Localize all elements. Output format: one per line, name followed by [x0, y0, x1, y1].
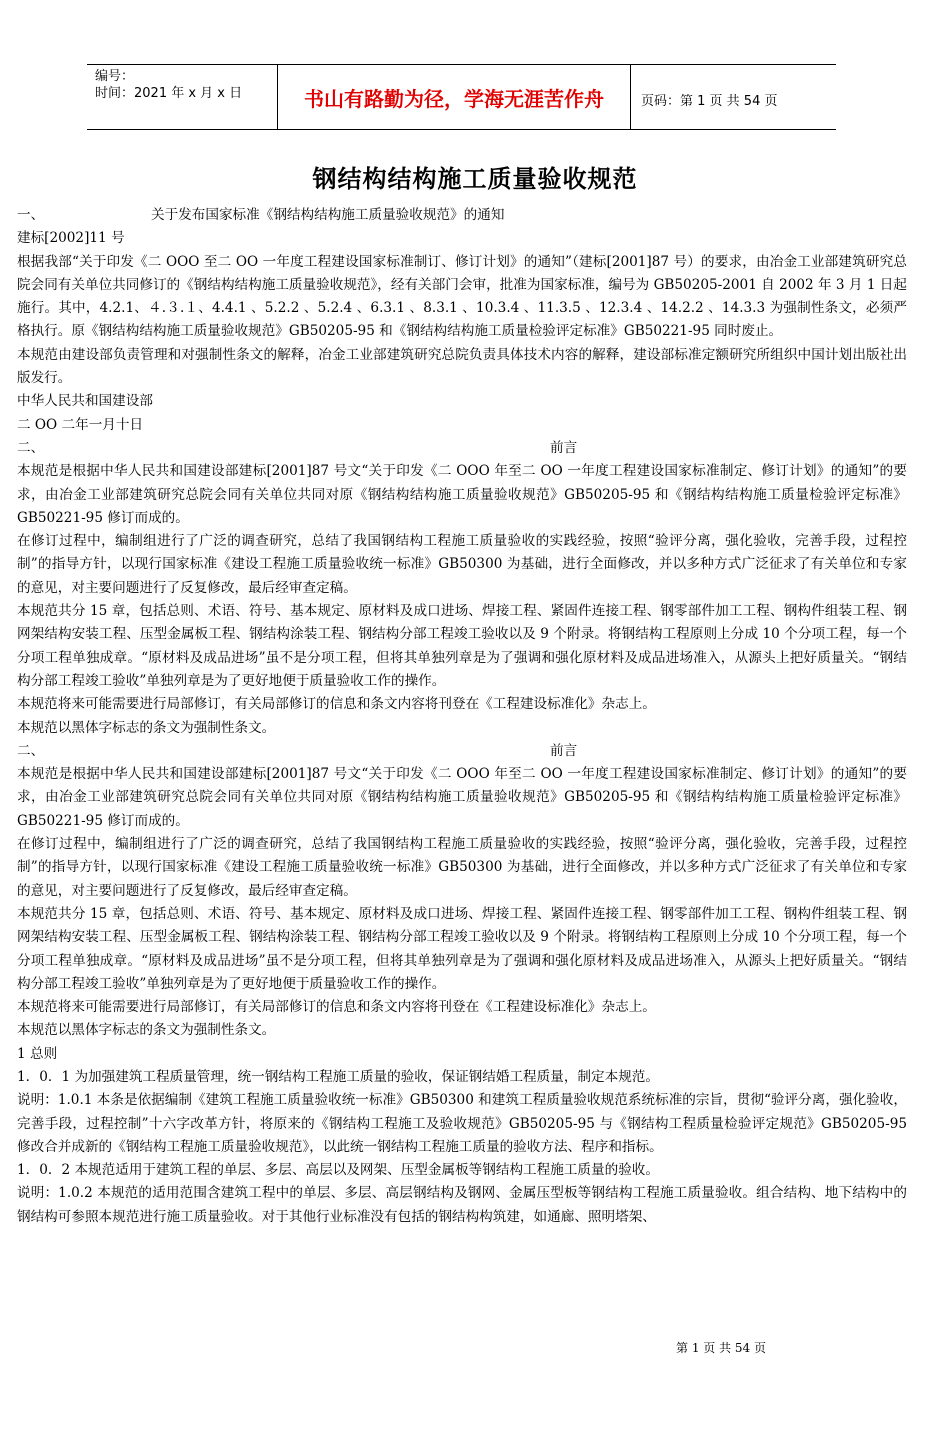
header-page-cell [631, 65, 836, 129]
notice-paragraph: 根据我部“关于印发《二 OOO 至二 OO 一年度工程建设国家标准制订、修订计划》的通知”（建标[2001]87 号）的要求，由冶金工业部建筑研究总院会同有关单位共同修订的《钢结构结构施工质量验收规范》，经有关部门会审，批准为国家标准，编号为 GB50205-2001 自 2002 年 3 月 1 日起施行。其中，4.2.1、４.３.１、4.4.1 、5.2.2 、5.2.4 、6.3.1 、8.3.1 、10.3.4 、11.3.5 、12.3.4 、14.2.2 、14.3.3 为强制性条文，必须严格执行。原《钢结构结构施工质量验收规范》GB50205-95 和《钢结构结构施工质量检验评定标准》GB50221-95 同时废止。 [17, 253, 907, 340]
clause-note-paragraph: 说明：1.0.2 本规范的适用范围含建筑工程中的单层、多层、高层钢结构及钢网、金属压型板等钢结构工程施工质量验收。组合结构、地下结构中的钢结构可参照本规范进行施工质量验收。对于其他行业标准没有包括的钢结构构筑建，如通廊、照明塔架、 [17, 1185, 907, 1225]
section-heading-preface-repeat [17, 740, 907, 763]
page-number-label: 页码：第 1 页 共 54 页 [641, 94, 778, 109]
document-body [17, 204, 907, 1229]
clause-paragraph: 1．0．2 本规范适用于建筑工程的单层、多层、高层以及网架、压型金属板等钢结构工程施工质量的验收。 [17, 1162, 659, 1179]
preface-paragraph: 本规范是根据中华人民共和国建设部建标[2001]87 号文“关于印发《二 OOO 年至二 OO 一年度工程建设国家标准制定、修订计划》的通知”的要求，由冶金工业部建筑研究总院会同有关单位共同对原《钢结构结构施工质量验收规范》GB50205-95 和《钢结构结构施工质量检验评定标准》GB50221-95 修订而成的。 [17, 766, 907, 829]
preface-paragraph: 本规范共分 15 章，包括总则、术语、符号、基本规定、原材料及成口进场、焊接工程、紧固件连接工程、钢零部件加工工程、钢构件组装工程、钢网架结构安装工程、压型金属板工程、钢结构涂装工程、钢结构分部工程竣工验收以及 9 个附录。将钢结构工程原则上分成 10 个分项工程，每一个分项工程单独成章。“原材料及成品进场”虽不是分项工程，但将其单独列章是为了强调和强化原材料及成品进场准入，从源头上把好质量关。“钢结构分部工程竣工验收”单独列章是为了更好地便于质量验收工作的操作。 [17, 905, 908, 992]
issue-date: 二 OO 二年一月十日 [17, 416, 144, 433]
preface-paragraph: 在修订过程中，编制组进行了广泛的调查研究，总结了我国钢结构工程施工质量验收的实践经验，按照“验评分离，强化验收，完善手段，过程控制”的指导方针，以现行国家标准《建设工程施工质量验收统一标准》GB50300 为基础，进行全面修改，并以多种方式广泛征求了有关单位和专家的意见，对主要问题进行了反复修改，最后经审查定稿。 [17, 836, 907, 899]
section-title: 前言 [550, 439, 578, 456]
header-motto-cell [278, 65, 631, 129]
section-title: 前言 [550, 742, 578, 759]
document-number-label: 编号： [95, 69, 135, 84]
motto-text: 书山有路勤为径，学海无涯苦作舟 [304, 87, 604, 111]
section-title: 关于发布国家标准《钢结构结构施工质量验收规范》的通知 [151, 207, 505, 223]
page-footer: 第 1 页 共 54 页 [676, 1341, 766, 1355]
document-number: 建标[2002]11 号 [17, 230, 125, 247]
section-number: 二、 [17, 742, 45, 759]
section-heading-preface [17, 437, 907, 460]
preface-paragraph: 本规范以黑体字标志的条文为强制性条文。 [17, 719, 276, 736]
document-time-label: 时间：2021 年 x 月 x 日 [95, 86, 243, 101]
preface-paragraph: 本规范是根据中华人民共和国建设部建标[2001]87 号文“关于印发《二 OOO 年至二 OO 一年度工程建设国家标准制定、修订计划》的通知”的要求，由冶金工业部建筑研究总院会同有关单位共同对原《钢结构结构施工质量验收规范》GB50205-95 和《钢结构结构施工质量检验评定标准》GB50221-95 修订而成的。 [17, 463, 907, 526]
preface-paragraph: 本规范将来可能需要进行局部修订，有关局部修订的信息和条文内容将刊登在《工程建设标准化》杂志上。 [17, 999, 656, 1016]
admin-paragraph: 本规范由建设部负责管理和对强制性条文的解释，冶金工业部建筑研究总院负责具体技术内容的解释，建设部标准定额研究所组织中国计划出版社出版发行。 [17, 346, 907, 387]
clause-paragraph: 1．0．1 为加强建筑工程质量管理，统一钢结构工程施工质量的验收，保证钢结婚工程质量，制定本规范。 [17, 1068, 659, 1085]
section-heading-notice [17, 204, 907, 227]
chapter-heading: 1 总则 [17, 1045, 58, 1062]
document-title: 钢结构结构施工质量验收规范 [312, 165, 638, 193]
preface-paragraph: 在修订过程中，编制组进行了广泛的调查研究，总结了我国钢结构工程施工质量验收的实践经验，按照“验评分离，强化验收，完善手段，过程控制”的指导方针，以现行国家标准《建设工程施工质量验收统一标准》GB50300 为基础，进行全面修改，并以多种方式广泛征求了有关单位和专家的意见，对主要问题进行了反复修改，最后经审查定稿。 [17, 533, 907, 596]
page-header-table [87, 64, 836, 130]
preface-paragraph: 本规范将来可能需要进行局部修订，有关局部修订的信息和条文内容将刊登在《工程建设标准化》杂志上。 [17, 696, 656, 713]
preface-paragraph: 本规范共分 15 章，包括总则、术语、符号、基本规定、原材料及成口进场、焊接工程、紧固件连接工程、钢零部件加工工程、钢构件组装工程、钢网架结构安装工程、压型金属板工程、钢结构涂装工程、钢结构分部工程竣工验收以及 9 个附录。将钢结构工程原则上分成 10 个分项工程，每一个分项工程单独成章。“原材料及成品进场”虽不是分项工程，但将其单独列章是为了强调和强化原材料及成品进场准入，从源头上把好质量关。“钢结构分部工程竣工验收”单独列章是为了更好地便于质量验收工作的操作。 [17, 603, 908, 689]
issuer-name: 中华人民共和国建设部 [17, 393, 153, 410]
header-info-cell [87, 65, 278, 129]
section-number: 二、 [17, 439, 45, 456]
clause-note-paragraph: 说明：1.0.1 本条是依据编制《建筑工程施工质量验收统一标准》GB50300 和建筑工程质量验收规范系统标准的宗旨，贯彻“验评分离，强化验收，完善手段，过程控制”十六字改革方针，将原来的《钢结构工程施工及验收规范》GB50205-95 与《钢结构工程质量检验评定规范》GB50205-95 修改合并成新的《钢结构工程施工质量验收规范》，以此统一钢结构工程施工质量的验收方法、程序和指标。 [17, 1092, 907, 1155]
section-number: 一、 [17, 207, 45, 223]
preface-paragraph: 本规范以黑体字标志的条文为强制性条文。 [17, 1022, 276, 1039]
